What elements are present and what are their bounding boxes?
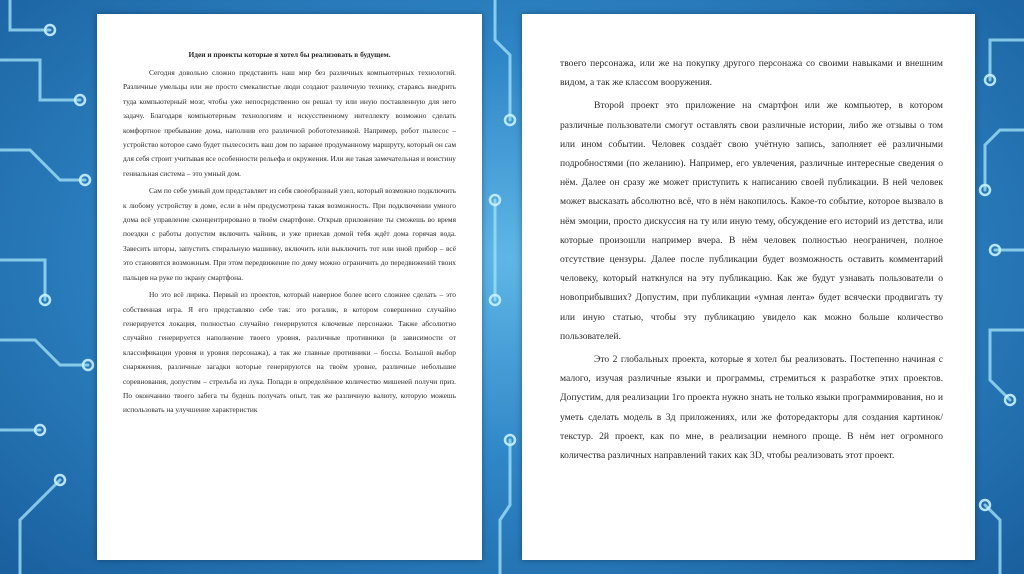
paragraph: Второй проект это приложение на смартфон или же компьютер, в котором различные пользователи смогут оставлять свои различные истории, либо же отзывы о том или ином событии. Человек создаёт свою учётную запись, заполняет её различными подробностями (по желанию). Например, его увлечения, различные интересные сведения о нём. Далее он сразу же может приступить к написанию своей публикации. В ней человек может высказать абсолютно всё, что в нём накопилось. Какое-то событие, которое вызвало в нём эмоции, просто дискуссия на ту или иную тему, обсуждение его историй из детства, или которые произошли например вчера. В нём человек полностью неограничен, полное отсутствие цензуры. Далее после публикации будет возможность оставить комментарий человеку, который наткнулся на эту публикацию. Как же будут узнавать пользователи о новоприбывших? Допустим, при публикации «умная лента» будет всячески продвигать ту или иную статью, чтобы эту публикацию увидело как можно больше количество пользователей. [560, 100, 943, 342]
page-title: Идеи и проекты которые я хотел бы реализовать в будущем. [188, 50, 391, 59]
paragraph: Но это всё лирика. Первый из проектов, который наверное более всего сложнее сделать – это собственная игра. Я его представляю себе так: это рогалик, в котором совершенно случайно генерируется локация, полностью случайно генерируются ключевые персонажи. Также абсолютно случайно генерируется наполнение твоего уровня, различные противники (в зависимости от классификации уровня и уровня персонажа), а так же главные противники – боссы. Большой выбор снаряжения, различные загадки которые генерируются на твоём уровне, различные небольшие соревнования, допустим – стрельба из лука. Попади в определённое количество мишеней получи приз. По окончанию твоего забега ты будешь получать опыт, так же различную валюту, которую можешь использовать на улучшение характеристик [123, 290, 456, 415]
paragraph: Это 2 глобальных проекта, которые я хотел бы реализовать. Постепенно начиная с малого, изучая различные языки и программы, стремиться к разработке этих проектов. Допустим, для реализации 1го проекта нужно знать не только языки программирования, но и уметь сделать модель в 3д приложениях, или же фоторедакторы для создания картинок/текстур. 2й проект, как по мне, в реализации немного проще. В нём нет огромного количества различных направлений таких как 3D, чтобы реализовать этот проект. [560, 354, 943, 462]
paragraph: Сам по себе умный дом представляет из себя своеобразный узел, который возможно подключить к любому устройству в доме, если в нём предусмотрена такая возможность. При подключении умного дома всё управление сконцентрировано в твоём смартфоне. Открыв приложение ты сможешь во время поездки с работы допустим включить чайник, и уже приехав домой тебя ждёт дома горячая вода. Завесить шторы, запустить стиральную машинку, включить или выключить тот или иной прибор – всё это становится возможным. При этом передвижение по дому можно ограничить до передвижений твоих пальцев на руке по экрану смартфона. [123, 186, 456, 282]
document-page-left [97, 14, 482, 560]
document-page-right [522, 14, 975, 560]
paragraph-continuation: твоего персонажа, или же на покупку другого персонажа со своими навыками и внешним видом, а так же классом вооружения. [560, 58, 943, 89]
paragraph: Сегодня довольно сложно представить наш мир без различных компьютерных технологий. Различные умельцы или же просто смекалистые люди создают различную технику, стараясь внедрить туда компьютерный мозг, чтобы уже непосредственно он решал ту или иную поставленную для него задачу. Благодаря компьютерным технологиям и искусственному интеллекту возможно сделать комфортное пребывание дома, наполнив его различной робототехникой. Например, робот пылесос – устройство которое само будет пылесосить ваш дом по заранее продуманному маршруту, который он сам для себя строит учитывая все особенности рельефа и окружения. Или же такая замечательная и воистину гениальная система – это умный дом. [123, 68, 456, 178]
